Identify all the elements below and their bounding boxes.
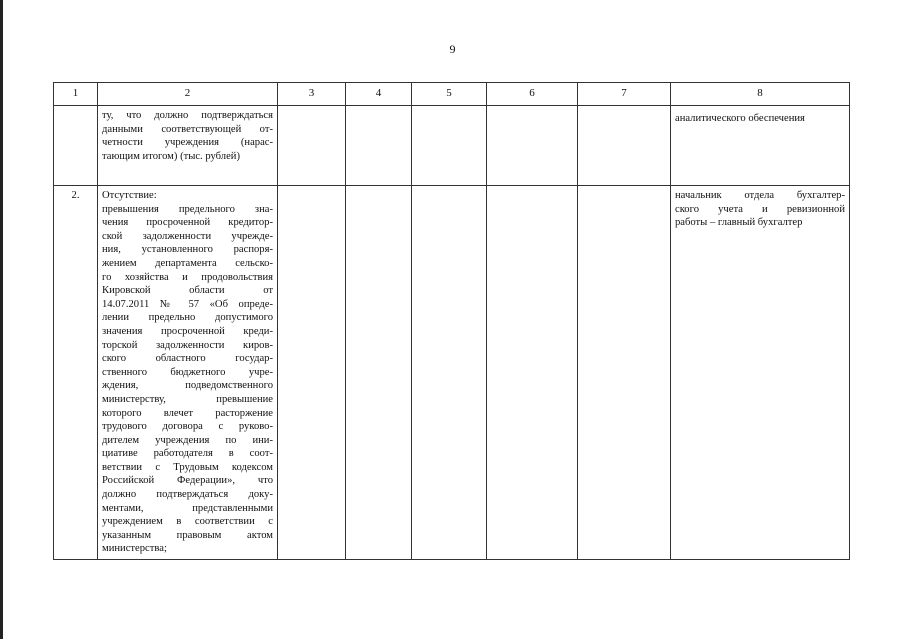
empty-cell bbox=[578, 186, 671, 560]
column-header-4: 4 bbox=[346, 83, 412, 106]
row-number: 2. bbox=[54, 186, 98, 560]
text-line: 14.07.2011 № 57 «Об опреде- bbox=[102, 298, 273, 310]
criterion-text bbox=[98, 106, 278, 186]
text-line: го хозяйства и продовольствия bbox=[102, 271, 273, 283]
text-line: данными соответствующей от- bbox=[102, 123, 273, 135]
text-line: должно подтверждаться доку- bbox=[102, 489, 273, 501]
text-line: аналитического обеспечения bbox=[675, 113, 805, 124]
text-line: начальник отдела бухгалтер- bbox=[675, 190, 845, 201]
text-line: ского учета и ревизионной bbox=[675, 203, 845, 215]
text-line: жением департамента сельско- bbox=[102, 257, 273, 269]
table-row bbox=[54, 186, 850, 560]
text-line: работы – главный бухгалтер bbox=[675, 217, 803, 229]
text-line: ской задолженности учрежде- bbox=[102, 230, 273, 242]
text-line: дителем учреждения по ини- bbox=[102, 434, 273, 446]
text-line: циативе работодателя в соот- bbox=[102, 448, 273, 460]
text-line: лении предельно допустимого bbox=[102, 312, 273, 324]
text-line: торской задолженности киров- bbox=[102, 339, 273, 351]
responsible-text bbox=[671, 186, 850, 560]
scan-left-edge bbox=[0, 0, 3, 639]
text-line: министерства; bbox=[102, 543, 167, 555]
column-header-2: 2 bbox=[98, 83, 278, 106]
table-row bbox=[54, 106, 850, 186]
text-line: указанным правовым актом bbox=[102, 529, 273, 541]
text-line: ственного бюджетного учре- bbox=[102, 366, 273, 378]
criterion-text bbox=[98, 186, 278, 560]
column-header-5: 5 bbox=[412, 83, 487, 106]
page-number: 9 bbox=[449, 42, 456, 56]
text-line: ментами, представленными bbox=[102, 502, 273, 514]
empty-cell bbox=[578, 106, 671, 186]
empty-cell bbox=[487, 106, 578, 186]
column-header-8: 8 bbox=[671, 83, 850, 106]
column-header-7: 7 bbox=[578, 83, 671, 106]
column-header-6: 6 bbox=[487, 83, 578, 106]
text-line: которого влечет расторжение bbox=[102, 407, 273, 419]
column-header-3: 3 bbox=[278, 83, 346, 106]
text-line: трудового договора с руково- bbox=[102, 421, 273, 433]
text-line: ния, установленного распоря- bbox=[102, 244, 273, 256]
responsible-text bbox=[671, 106, 850, 186]
text-line: ветствии с Трудовым кодексом bbox=[102, 461, 273, 473]
text-line: ждения, подведомственного bbox=[102, 380, 273, 392]
document-table bbox=[53, 82, 850, 560]
empty-cell bbox=[412, 106, 487, 186]
empty-cell bbox=[346, 106, 412, 186]
text-line: Российской Федерации», что bbox=[102, 475, 273, 487]
empty-cell bbox=[346, 186, 412, 560]
text-line: ту, что должно подтверждаться bbox=[102, 110, 273, 121]
text-line: тающим итогом) (тыс. рублей) bbox=[102, 150, 240, 162]
text-line: чения просроченной кредитор- bbox=[102, 217, 273, 229]
header-row bbox=[54, 83, 850, 106]
text-line: четности учреждения (нарас- bbox=[102, 137, 273, 149]
text-line: учреждением в соответствии с bbox=[102, 516, 273, 528]
text-line: министерству, превышение bbox=[102, 393, 273, 405]
text-line: значения просроченной креди- bbox=[102, 325, 273, 337]
row-number bbox=[54, 106, 98, 186]
empty-cell bbox=[278, 106, 346, 186]
text-line: ского областного государ- bbox=[102, 353, 273, 365]
text-line: Отсутствие: bbox=[102, 190, 157, 201]
empty-cell bbox=[412, 186, 487, 560]
empty-cell bbox=[278, 186, 346, 560]
text-line: превышения предельного зна- bbox=[102, 203, 273, 215]
text-line: Кировской области от bbox=[102, 285, 273, 297]
column-header-1: 1 bbox=[54, 83, 98, 106]
empty-cell bbox=[487, 186, 578, 560]
